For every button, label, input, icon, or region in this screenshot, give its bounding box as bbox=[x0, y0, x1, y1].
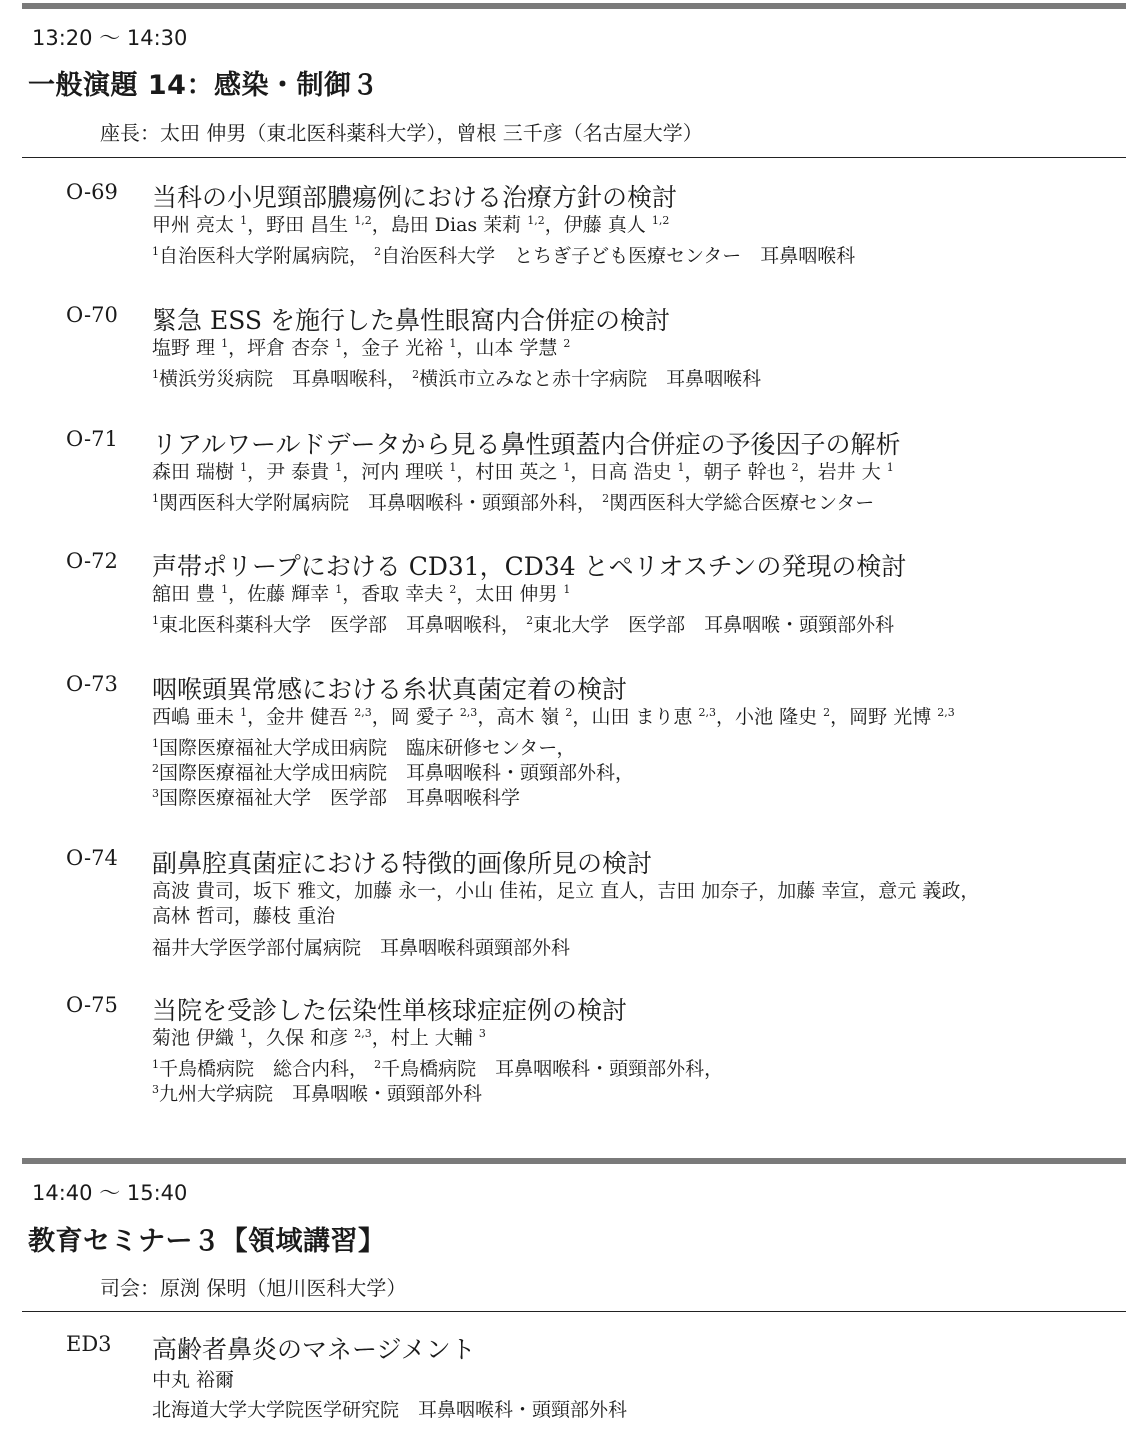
presentation-id: O-72 bbox=[66, 549, 118, 573]
affiliation-text: 九州大学病院 耳鼻咽喉・頭頸部外科 bbox=[159, 1083, 483, 1105]
affil-mark: 2 bbox=[374, 245, 382, 258]
author-name: 小池 隆史 bbox=[735, 706, 818, 728]
presentation-authors: 舘田 豊 $^1$，佐藤 輝幸 $^1$，香取 幸夫 $^2$，太田 伸男 $^1$ bbox=[152, 583, 571, 605]
affil-mark: 3 bbox=[152, 787, 159, 800]
author-affil-mark: 1 bbox=[240, 706, 248, 719]
author-affil-mark: 3 bbox=[478, 1027, 486, 1040]
session-chair: 司会：原渕 保明（旭川医科大学） bbox=[100, 1276, 407, 1300]
author-affil-mark: 2 bbox=[823, 706, 831, 719]
presentation-authors: 塩野 理 $^1$，坪倉 杏奈 $^1$，金子 光裕 $^1$，山本 学慧 $^2$ bbox=[152, 337, 571, 359]
presentation-affiliations bbox=[152, 736, 634, 811]
author-name: 甲州 亮太 bbox=[152, 214, 235, 236]
author-affil-mark: 2,3 bbox=[459, 706, 478, 719]
affiliation-text: 国際医療福祉大学 医学部 耳鼻咽喉科学 bbox=[159, 787, 521, 809]
affil-mark: 1 bbox=[152, 614, 159, 627]
author-name: 河内 理咲 bbox=[361, 461, 444, 483]
author-affil-mark: 1 bbox=[335, 461, 343, 474]
author-name: 森田 瑞樹 bbox=[152, 461, 235, 483]
presentation-author: 中丸 裕爾 bbox=[152, 1369, 235, 1391]
author-name: 伊藤 真人 bbox=[563, 214, 646, 236]
affiliation-text: 関西医科大学附属病院 耳鼻咽喉科・頭頸部外科， bbox=[159, 492, 597, 514]
affil-mark: 3 bbox=[152, 1083, 159, 1096]
author-name: 佐藤 輝幸 bbox=[247, 583, 330, 605]
author-affil-mark: 1 bbox=[221, 583, 229, 596]
presentation-affiliation: 北海道大学大学院医学研究院 耳鼻咽喉科・頭頸部外科 bbox=[152, 1399, 628, 1421]
presentation-title: リアルワールドデータから見る鼻性頭蓋内合併症の予後因子の解析 bbox=[152, 430, 901, 459]
author-name: 塩野 理 bbox=[152, 337, 216, 359]
presentation-affiliations bbox=[152, 613, 894, 638]
affiliation-line bbox=[152, 1057, 723, 1082]
author-affil-mark: 2,3 bbox=[354, 1027, 372, 1040]
author-name: 菊池 伊織 bbox=[152, 1027, 235, 1049]
author-name: 尹 泰貴 bbox=[266, 461, 330, 483]
author-affil-mark: 1 bbox=[449, 337, 457, 350]
author-affil-mark: 1 bbox=[240, 1027, 248, 1040]
presentation-title: 緊急 ESS を施行した鼻性眼窩内合併症の検討 bbox=[152, 306, 670, 335]
presentation-id: O-70 bbox=[66, 303, 118, 327]
presentation-authors: 菊池 伊織 $^1$，久保 和彦 $^{2,3}$，村上 大輔 $^3$ bbox=[152, 1027, 486, 1049]
presentation-affiliations bbox=[152, 491, 874, 516]
authors-line: 高林 哲司，藤枝 重治 bbox=[152, 905, 336, 927]
affil-mark: 2 bbox=[526, 614, 534, 627]
author-name: 舘田 豊 bbox=[152, 583, 216, 605]
author-name: 岡 愛子 bbox=[390, 706, 454, 728]
presentation-id: O-75 bbox=[66, 993, 118, 1017]
author-affil-mark: 1 bbox=[240, 461, 248, 474]
author-affil-mark: 1 bbox=[335, 583, 343, 596]
presentation-title: 咽喉頭異常感における糸状真菌定着の検討 bbox=[152, 675, 628, 704]
author-name: 岡野 光博 bbox=[849, 706, 932, 728]
affiliation-line bbox=[152, 761, 634, 786]
author-affil-mark: 1 bbox=[449, 461, 457, 474]
affiliation-text: 千鳥橋病院 総合内科， bbox=[159, 1058, 369, 1080]
affil-mark: 2 bbox=[374, 1058, 382, 1071]
affil-mark: 2 bbox=[602, 492, 610, 505]
presentation-authors bbox=[152, 879, 979, 929]
affiliation-text: 自治医科大学附属病院， bbox=[159, 245, 369, 267]
presentation-authors: 西嶋 亜未 $^1$，金井 健吾 $^{2,3}$，岡 愛子 $^{2,3}$，高木 嶺 $^2$，山田 まり恵 $^{2,3}$，小池 隆史 $^2$，岡野 光博 $^{2,3}$ bbox=[152, 706, 955, 728]
author-affil-mark: 1,2 bbox=[651, 214, 670, 227]
presentation-affiliations bbox=[152, 1057, 723, 1107]
author-affil-mark: 2 bbox=[563, 337, 571, 350]
affil-mark: 1 bbox=[152, 1058, 159, 1071]
presentation-authors: 森田 瑞樹 $^1$，尹 泰貴 $^1$，河内 理咲 $^1$，村田 英之 $^1$，日高 浩史 $^1$，朝子 幹也 $^2$，岩井 大 $^1$ bbox=[152, 461, 894, 483]
affil-mark: 1 bbox=[152, 245, 159, 258]
author-name: 金井 健吾 bbox=[266, 706, 349, 728]
session-title: 一般演題 14：感染・制御３ bbox=[28, 70, 379, 101]
affiliation-text: 関西医科大学総合医療センター bbox=[609, 492, 875, 514]
affil-mark: 1 bbox=[152, 368, 159, 381]
author-affil-mark: 2,3 bbox=[937, 706, 955, 719]
presentation-authors: 甲州 亮太 $^1$，野田 昌生 $^{1,2}$，島田 Dias 茉莉 $^{1,2}$，伊藤 真人 $^{1,2}$ bbox=[152, 214, 670, 236]
author-affil-mark: 1 bbox=[240, 214, 248, 227]
affiliation-text: 自治医科大学 とちぎ子ども医療センター 耳鼻咽喉科 bbox=[381, 245, 856, 267]
author-affil-mark: 1 bbox=[886, 461, 894, 474]
author-name: 朝子 幹也 bbox=[703, 461, 786, 483]
author-name: 島田 Dias 茉莉 bbox=[390, 214, 522, 236]
presentation-id: O-69 bbox=[66, 180, 118, 204]
affil-mark: 1 bbox=[152, 737, 159, 750]
session-top-bar bbox=[22, 1158, 1126, 1164]
presentation-id: ED3 bbox=[66, 1332, 112, 1356]
affiliation-line bbox=[152, 786, 634, 811]
presentation-title: 声帯ポリープにおける CD31，CD34 とペリオスチンの発現の検討 bbox=[152, 552, 907, 581]
author-affil-mark: 1 bbox=[563, 461, 571, 474]
author-affil-mark: 1 bbox=[221, 337, 229, 350]
affiliation-text: 東北大学 医学部 耳鼻咽喉・頭頸部外科 bbox=[533, 614, 895, 636]
session-title: 教育セミナー３【領域講習】 bbox=[28, 1226, 386, 1257]
affiliation-text: 横浜市立みなと赤十字病院 耳鼻咽喉科 bbox=[419, 368, 762, 390]
author-name: 西嶋 亜未 bbox=[152, 706, 235, 728]
author-affil-mark: 2 bbox=[565, 706, 573, 719]
affiliation-text: 千鳥橋病院 耳鼻咽喉科・頭頸部外科， bbox=[381, 1058, 724, 1080]
session-time: 13:20 〜 14:30 bbox=[32, 26, 188, 50]
affiliation-text: 横浜労災病院 耳鼻咽喉科， bbox=[159, 368, 407, 390]
author-name: 坪倉 杏奈 bbox=[247, 337, 330, 359]
session-time: 14:40 〜 15:40 bbox=[32, 1181, 188, 1205]
session-divider bbox=[22, 1311, 1126, 1312]
author-affil-mark: 1 bbox=[563, 583, 571, 596]
author-name: 高木 嶺 bbox=[496, 706, 560, 728]
author-name: 村上 大輔 bbox=[390, 1027, 473, 1049]
author-name: 久保 和彦 bbox=[266, 1027, 349, 1049]
affiliation-text: 東北医科薬科大学 医学部 耳鼻咽喉科， bbox=[159, 614, 521, 636]
affiliation-text: 国際医療福祉大学成田病院 臨床研修センター， bbox=[159, 737, 576, 759]
author-name: 日高 浩史 bbox=[589, 461, 672, 483]
author-affil-mark: 1,2 bbox=[354, 214, 372, 227]
session-divider bbox=[22, 157, 1126, 158]
presentation-title: 副鼻腔真菌症における特徴的画像所見の検討 bbox=[152, 849, 653, 878]
presentation-title: 当院を受診した伝染性単核球症症例の検討 bbox=[152, 996, 628, 1025]
affil-mark: 1 bbox=[152, 492, 159, 505]
author-name: 太田 伸男 bbox=[475, 583, 558, 605]
presentation-affiliations: 福井大学医学部付属病院 耳鼻咽喉科頭頸部外科 bbox=[152, 937, 571, 959]
author-affil-mark: 1,2 bbox=[527, 214, 545, 227]
author-affil-mark: 2,3 bbox=[698, 706, 717, 719]
author-name: 山本 学慧 bbox=[475, 337, 558, 359]
presentation-title: 高齢者鼻炎のマネージメント bbox=[152, 1335, 476, 1364]
presentation-id: O-71 bbox=[66, 427, 118, 451]
presentation-id: O-73 bbox=[66, 672, 118, 696]
author-name: 野田 昌生 bbox=[266, 214, 349, 236]
affiliation-line bbox=[152, 1082, 723, 1107]
author-affil-mark: 2 bbox=[449, 583, 457, 596]
presentation-title: 当科の小児頸部膿瘍例における治療方針の検討 bbox=[152, 183, 678, 212]
author-affil-mark: 2,3 bbox=[354, 706, 372, 719]
session-chair: 座長：太田 伸男（東北医科薬科大学），曾根 三千彦（名古屋大学） bbox=[100, 121, 703, 145]
affil-mark: 2 bbox=[412, 368, 420, 381]
authors-line: 高波 貴司，坂下 雅文，加藤 永一，小山 佳祐，足立 直人，吉田 加奈子，加藤 幸宣，意元 義政， bbox=[152, 880, 980, 902]
author-name: 岩井 大 bbox=[817, 461, 881, 483]
session-top-bar bbox=[22, 3, 1126, 9]
author-name: 香取 幸夫 bbox=[361, 583, 444, 605]
affiliation-text: 国際医療福祉大学成田病院 耳鼻咽喉科・頭頸部外科， bbox=[159, 762, 635, 784]
affil-mark: 2 bbox=[152, 762, 159, 775]
author-name: 村田 英之 bbox=[475, 461, 558, 483]
author-name: 山田 まり恵 bbox=[591, 706, 693, 728]
author-affil-mark: 1 bbox=[677, 461, 685, 474]
presentation-affiliations bbox=[152, 244, 855, 269]
author-name: 金子 光裕 bbox=[361, 337, 444, 359]
author-affil-mark: 2 bbox=[791, 461, 799, 474]
affiliation-line bbox=[152, 736, 634, 761]
presentation-id: O-74 bbox=[66, 846, 118, 870]
presentation-affiliations bbox=[152, 367, 761, 392]
author-affil-mark: 1 bbox=[335, 337, 343, 350]
